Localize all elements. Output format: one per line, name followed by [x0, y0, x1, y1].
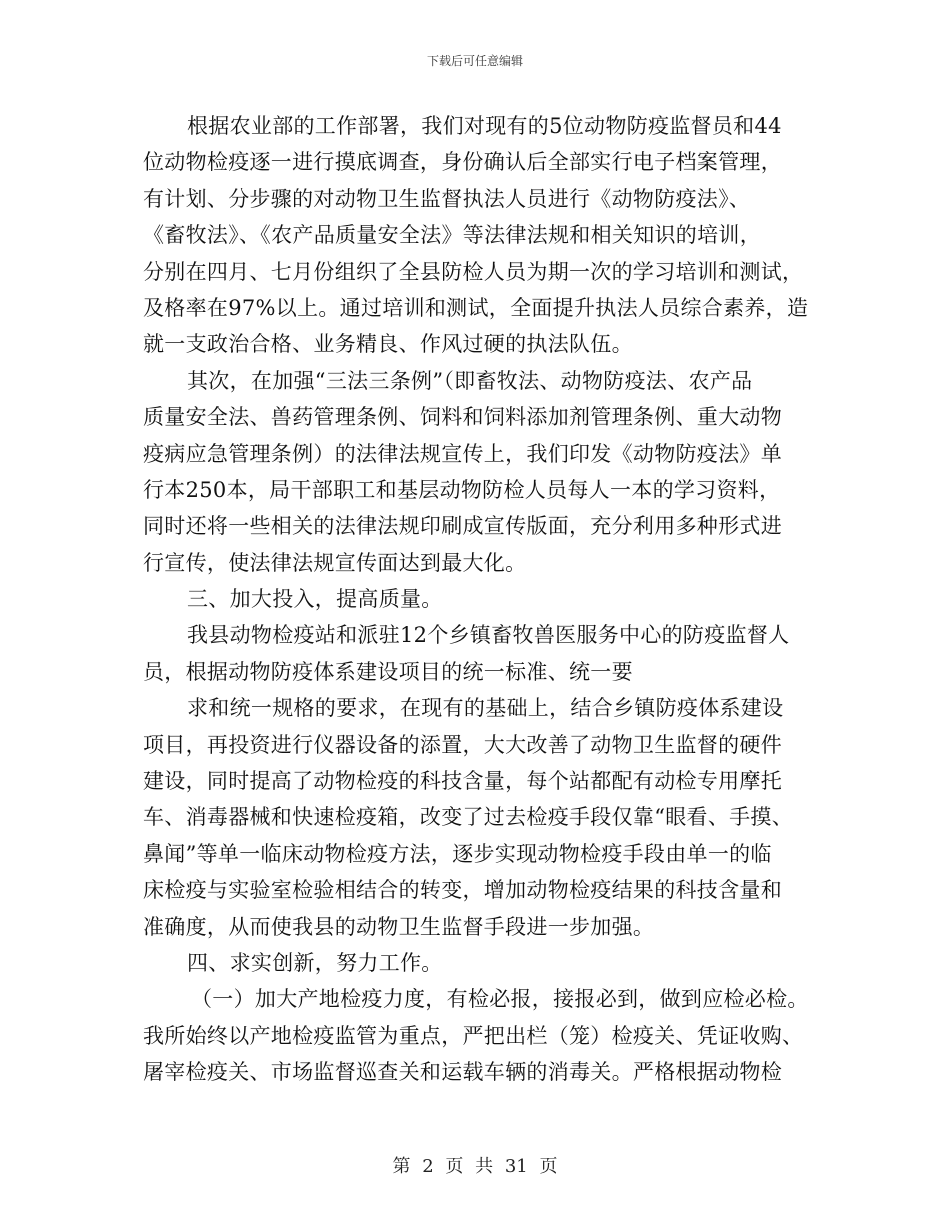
text-line: （一）加大产地检疫力度，有检必报，接报必到，做到应检必检。	[191, 987, 809, 1012]
text-line: 鼻闻”等单一临床动物检疫方法，逐步实现动物检疫手段由单一的临	[143, 841, 772, 866]
text-line: 我所始终以产地检疫监管为重点，严把出栏（笼）检疫关、凭证收购、	[143, 1023, 804, 1048]
text-line: 求和统一规格的要求，在现有的基础上，结合乡镇防疫体系建设	[187, 696, 784, 721]
section-heading: 四、求实创新，努力工作。	[187, 950, 443, 975]
text-line: 有计划、分步骤的对动物卫生监督执法人员进行《动物防疫法》、	[143, 186, 751, 211]
document-body	[143, 108, 823, 1091]
page-footer: 第 2 页 共 31 页	[392, 1156, 558, 1177]
text-line: 床检疫与实验室检验相结合的转变，增加动物检疫结果的科技含量和	[143, 878, 782, 903]
text-line: 项目，再投资进行仪器设备的添置，大大改善了动物卫生监督的硬件	[143, 732, 782, 757]
text-line: 员，根据动物防疫体系建设项目的统一标准、统一要	[143, 659, 633, 684]
text-line: 建设，同时提高了动物检疫的科技含量，每个站都配有动检专用摩托	[143, 769, 782, 794]
text-line: 位动物检疫逐一进行摸底调查，身份确认后全部实行电子档案管理，	[143, 150, 782, 175]
text-line: 及格率在97%以上。通过培训和测试，全面提升执法人员综合素养，造	[143, 295, 809, 320]
text-line: 《畜牧法》、《农产品质量安全法》等法律法规和相关知识的培训，	[143, 223, 761, 248]
text-line: 其次，在加强“三法三条例”（即畜牧法、动物防疫法、农产品	[187, 368, 753, 393]
page-header: 下载后可任意编辑	[426, 54, 523, 68]
section-heading: 三、加大投入，提高质量。	[187, 587, 443, 612]
text-line: 就一支政治合格、业务精良、作风过硬的执法队伍。	[143, 332, 633, 357]
text-line: 质量安全法、兽药管理条例、饲料和饲料添加剂管理条例、重大动物	[143, 405, 782, 430]
text-line: 准确度，从而使我县的动物卫生监督手段进一步加强。	[143, 914, 655, 939]
text-line: 屠宰检疫关、市场监督巡查关和运载车辆的消毒关。严格根据动物检	[143, 1060, 782, 1085]
text-line: 分别在四月、七月份组织了全县防检人员为期一次的学习培训和测试，	[143, 259, 804, 284]
text-line: 同时还将一些相关的法律法规印刷成宣传版面，充分利用多种形式进	[143, 514, 782, 539]
text-line: 行宣传，使法律法规宣传面达到最大化。	[143, 550, 527, 575]
text-line: 根据农业部的工作部署，我们对现有的5位动物防疫监督员和44	[187, 114, 782, 138]
text-line: 疫病应急管理条例）的法律法规宣传上，我们印发《动物防疫法》单	[143, 441, 782, 466]
text-line: 我县动物检疫站和派驻12个乡镇畜牧兽医服务中心的防疫监督人	[187, 623, 790, 648]
text-line: 行本250本，局干部职工和基层动物防检人员每人一本的学习资料，	[143, 477, 781, 502]
text-line: 车、消毒器械和快速检疫箱，改变了过去检疫手段仅靠“眼看、手摸、	[143, 805, 794, 830]
